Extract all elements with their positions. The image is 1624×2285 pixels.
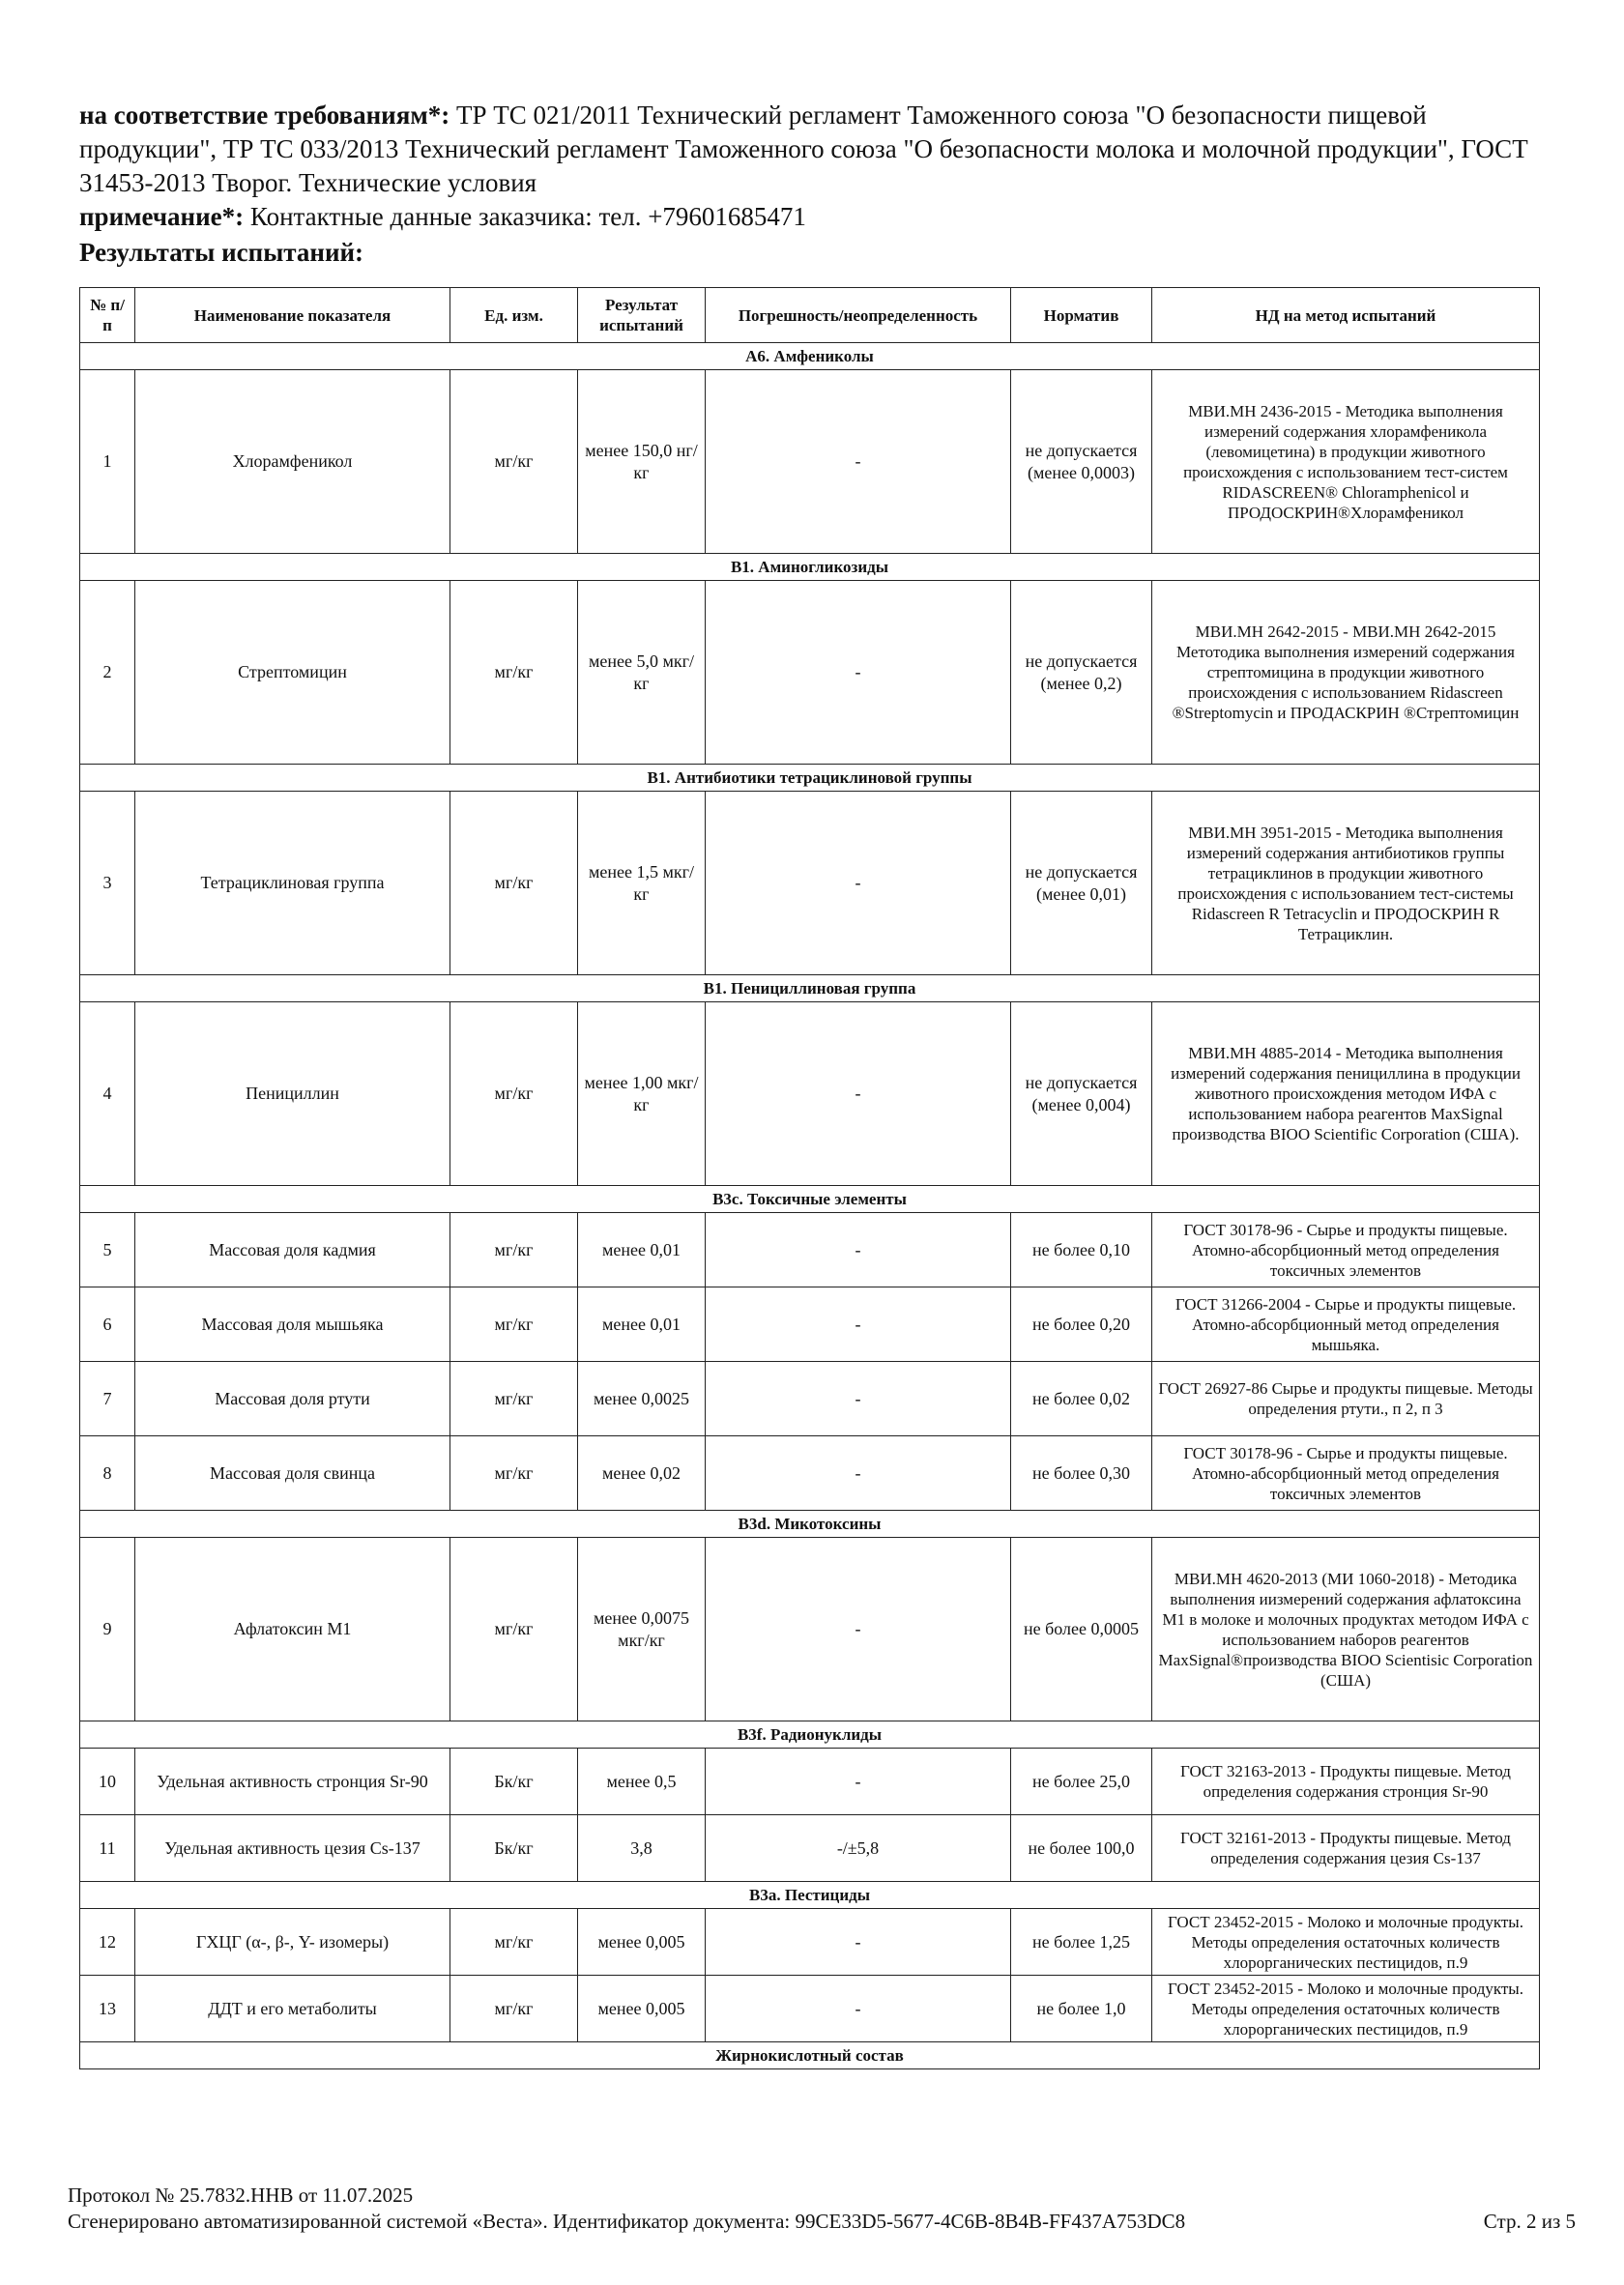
row-unit: мг/кг — [450, 1213, 578, 1287]
section-row — [80, 554, 1540, 581]
row-norm: не более 100,0 — [1011, 1815, 1152, 1882]
row-name: Стрептомицин — [135, 581, 450, 765]
row-unit: мг/кг — [450, 1976, 578, 2042]
row-uncertainty: - — [706, 1749, 1011, 1815]
section-row — [80, 1882, 1540, 1909]
document-footer — [68, 2183, 1576, 2235]
table-row — [80, 1749, 1540, 1815]
section-title: Жирнокислотный состав — [80, 2042, 1540, 2069]
row-method: ГОСТ 23452-2015 - Молоко и молочные продукты. Методы определения остаточных количеств хлорорганических пестицидов, п.9 — [1152, 1909, 1540, 1976]
generated-by: Сгенерировано автоматизированной системой «Веста». Идентификатор документа: 99CE33D5-5677-4C6B-8B4B-FF437A753DC8 — [68, 2210, 1186, 2233]
row-uncertainty: - — [706, 1287, 1011, 1362]
row-unit: мг/кг — [450, 1287, 578, 1362]
row-num: 12 — [80, 1909, 135, 1976]
table-row — [80, 1538, 1540, 1721]
table-row — [80, 1287, 1540, 1362]
col-header-unit: Ед. изм. — [450, 288, 578, 343]
table-row — [80, 1213, 1540, 1287]
col-header-uncertainty: Погрешность/неопределенность — [706, 288, 1011, 343]
row-method: МВИ.МН 2642-2015 - МВИ.МН 2642-2015 Метотодика выполнения измерений содержания стрептомицина в продукции животного происхождения с использованием Ridascreen ®Streptomycin и ПРОДАСКРИН ®Стрептомицин — [1152, 581, 1540, 765]
row-norm: не допускается (менее 0,01) — [1011, 792, 1152, 975]
row-result: менее 0,0075 мкг/кг — [578, 1538, 706, 1721]
table-row — [80, 1002, 1540, 1186]
table-header-row — [80, 288, 1540, 343]
row-result: менее 0,02 — [578, 1436, 706, 1511]
row-uncertainty: - — [706, 1213, 1011, 1287]
row-uncertainty: - — [706, 1976, 1011, 2042]
section-title: В1. Пенициллиновая группа — [80, 975, 1540, 1002]
row-unit: мг/кг — [450, 792, 578, 975]
table-row — [80, 1362, 1540, 1436]
row-uncertainty: - — [706, 1436, 1011, 1511]
row-method: ГОСТ 32163-2013 - Продукты пищевые. Метод определения содержания стронция Sr-90 — [1152, 1749, 1540, 1815]
section-row — [80, 765, 1540, 792]
section-title: В1. Аминогликозиды — [80, 554, 1540, 581]
row-unit: мг/кг — [450, 1436, 578, 1511]
row-unit: мг/кг — [450, 1002, 578, 1186]
row-method: ГОСТ 31266-2004 - Сырье и продукты пищевые. Атомно-абсорбционный метод определения мышьяка. — [1152, 1287, 1540, 1362]
row-num: 8 — [80, 1436, 135, 1511]
row-uncertainty: -/±5,8 — [706, 1815, 1011, 1882]
col-header-num: № п/п — [80, 288, 135, 343]
row-result: менее 1,00 мкг/кг — [578, 1002, 706, 1186]
row-name: Массовая доля кадмия — [135, 1213, 450, 1287]
row-num: 11 — [80, 1815, 135, 1882]
section-row — [80, 975, 1540, 1002]
row-result: менее 0,01 — [578, 1213, 706, 1287]
row-uncertainty: - — [706, 370, 1011, 554]
table-row — [80, 581, 1540, 765]
row-norm: не более 1,0 — [1011, 1976, 1152, 2042]
row-name: Массовая доля мышьяка — [135, 1287, 450, 1362]
document-header — [79, 99, 1549, 270]
row-num: 6 — [80, 1287, 135, 1362]
section-row — [80, 1721, 1540, 1749]
row-result: менее 0,005 — [578, 1909, 706, 1976]
row-num: 10 — [80, 1749, 135, 1815]
row-num: 4 — [80, 1002, 135, 1186]
row-result: менее 5,0 мкг/кг — [578, 581, 706, 765]
row-name: Тетрациклиновая группа — [135, 792, 450, 975]
section-title: В1. Антибиотики тетрациклиновой группы — [80, 765, 1540, 792]
row-num: 1 — [80, 370, 135, 554]
row-name: ДДТ и его метаболиты — [135, 1976, 450, 2042]
row-name: ГХЦГ (α-, β-, Y- изомеры) — [135, 1909, 450, 1976]
row-norm: не более 0,0005 — [1011, 1538, 1152, 1721]
compliance-label: на соответствие требованиям*: — [79, 101, 450, 130]
row-name: Удельная активность стронция Sr-90 — [135, 1749, 450, 1815]
row-unit: Бк/кг — [450, 1749, 578, 1815]
row-method: МВИ.МН 4885-2014 - Методика выполнения измерений содержания пенициллина в продукции животного происхождения методом ИФА с использованием набора реагентов MaxSignal производства BIOO Scientific Corporation (США). — [1152, 1002, 1540, 1186]
protocol-number: Протокол № 25.7832.ННВ от 11.07.2025 — [68, 2184, 414, 2207]
row-method: ГОСТ 30178-96 - Сырье и продукты пищевые. Атомно-абсорбционный метод определения токсичных элементов — [1152, 1436, 1540, 1511]
section-row — [80, 343, 1540, 370]
row-result: менее 0,5 — [578, 1749, 706, 1815]
section-title: В3а. Пестициды — [80, 1882, 1540, 1909]
compliance-line — [79, 99, 1549, 200]
row-norm: не более 0,10 — [1011, 1213, 1152, 1287]
table-row — [80, 1909, 1540, 1976]
row-num: 2 — [80, 581, 135, 765]
row-norm: не более 0,30 — [1011, 1436, 1152, 1511]
row-norm: не допускается (менее 0,0003) — [1011, 370, 1152, 554]
row-name: Удельная активность цезия Cs-137 — [135, 1815, 450, 1882]
row-name: Хлорамфеникол — [135, 370, 450, 554]
row-result: менее 0,005 — [578, 1976, 706, 2042]
table-row — [80, 370, 1540, 554]
compliance-text: ТР ТС 021/2011 Технический регламент Таможенного союза "О безопасности пищевой продукции", ТР ТС 033/2013 Технический регламент Таможенного союза "О безопасности молока и молочной продукции", ГОСТ 31453-2013 Творог. Технические условия — [79, 101, 1528, 197]
section-title: В3f. Радионуклиды — [80, 1721, 1540, 1749]
col-header-method: НД на метод испытаний — [1152, 288, 1540, 343]
row-norm: не допускается (менее 0,2) — [1011, 581, 1152, 765]
row-uncertainty: - — [706, 1538, 1011, 1721]
section-title: В3d. Микотоксины — [80, 1511, 1540, 1538]
table-row — [80, 1815, 1540, 1882]
table-row — [80, 1436, 1540, 1511]
table-row — [80, 1976, 1540, 2042]
row-uncertainty: - — [706, 1909, 1011, 1976]
row-unit: мг/кг — [450, 1362, 578, 1436]
results-title: Результаты испытаний: — [79, 238, 364, 267]
row-name: Массовая доля ртути — [135, 1362, 450, 1436]
row-uncertainty: - — [706, 792, 1011, 975]
row-method: ГОСТ 30178-96 - Сырье и продукты пищевые. Атомно-абсорбционный метод определения токсичных элементов — [1152, 1213, 1540, 1287]
row-result: менее 0,0025 — [578, 1362, 706, 1436]
section-row — [80, 1186, 1540, 1213]
row-unit: мг/кг — [450, 370, 578, 554]
section-title: В3с. Токсичные элементы — [80, 1186, 1540, 1213]
row-norm: не более 25,0 — [1011, 1749, 1152, 1815]
row-num: 7 — [80, 1362, 135, 1436]
row-unit: мг/кг — [450, 1909, 578, 1976]
row-unit: мг/кг — [450, 581, 578, 765]
row-method: МВИ.МН 4620-2013 (МИ 1060-2018) - Методика выполнения иизмерений содержания афлатоксина М1 в молоке и молочных продуктах методом ИФА с использованием наборов реагентов MaxSignal®производства BIOO Scientisic Corporation (США) — [1152, 1538, 1540, 1721]
row-result: менее 0,01 — [578, 1287, 706, 1362]
row-result: 3,8 — [578, 1815, 706, 1882]
row-norm: не более 1,25 — [1011, 1909, 1152, 1976]
row-unit: Бк/кг — [450, 1815, 578, 1882]
row-method: МВИ.МН 3951-2015 - Методика выполнения измерений содержания антибиотиков группы тетрациклинов в продукции животного происхождения с использованием тест-системы Ridascreen R Tetracyclin и ПРОДОСКРИН R Тетрациклин. — [1152, 792, 1540, 975]
section-row — [80, 2042, 1540, 2069]
row-name: Массовая доля свинца — [135, 1436, 450, 1511]
row-name: Пенициллин — [135, 1002, 450, 1186]
results-table — [79, 287, 1540, 2069]
row-num: 5 — [80, 1213, 135, 1287]
row-method: МВИ.МН 2436-2015 - Методика выполнения измерений содержания хлорамфеникола (левомицетина) в продукции животного происхождения с использованием тест-систем RIDASCREEN® Chloramphenicol и ПРОДОСКРИН®Хлорамфеникол — [1152, 370, 1540, 554]
table-row — [80, 792, 1540, 975]
row-unit: мг/кг — [450, 1538, 578, 1721]
row-method: ГОСТ 23452-2015 - Молоко и молочные продукты. Методы определения остаточных количеств хлорорганических пестицидов, п.9 — [1152, 1976, 1540, 2042]
row-name: Афлатоксин М1 — [135, 1538, 450, 1721]
section-row — [80, 1511, 1540, 1538]
note-line — [79, 200, 1549, 234]
row-num: 3 — [80, 792, 135, 975]
row-norm: не более 0,20 — [1011, 1287, 1152, 1362]
col-header-result: Результат испытаний — [578, 288, 706, 343]
row-num: 13 — [80, 1976, 135, 2042]
section-title: А6. Амфениколы — [80, 343, 1540, 370]
row-uncertainty: - — [706, 1002, 1011, 1186]
col-header-name: Наименование показателя — [135, 288, 450, 343]
row-num: 9 — [80, 1538, 135, 1721]
page-number: Стр. 2 из 5 — [1483, 2210, 1576, 2233]
row-result: менее 150,0 нг/кг — [578, 370, 706, 554]
row-method: ГОСТ 26927-86 Сырье и продукты пищевые. Методы определения ртути., п 2, п 3 — [1152, 1362, 1540, 1436]
note-label: примечание*: — [79, 202, 245, 231]
row-uncertainty: - — [706, 581, 1011, 765]
row-method: ГОСТ 32161-2013 - Продукты пищевые. Метод определения содержания цезия Cs-137 — [1152, 1815, 1540, 1882]
col-header-norm: Норматив — [1011, 288, 1152, 343]
note-text: Контактные данные заказчика: тел. +79601685471 — [244, 202, 806, 231]
row-norm: не допускается (менее 0,004) — [1011, 1002, 1152, 1186]
row-result: менее 1,5 мкг/кг — [578, 792, 706, 975]
row-uncertainty: - — [706, 1362, 1011, 1436]
row-norm: не более 0,02 — [1011, 1362, 1152, 1436]
